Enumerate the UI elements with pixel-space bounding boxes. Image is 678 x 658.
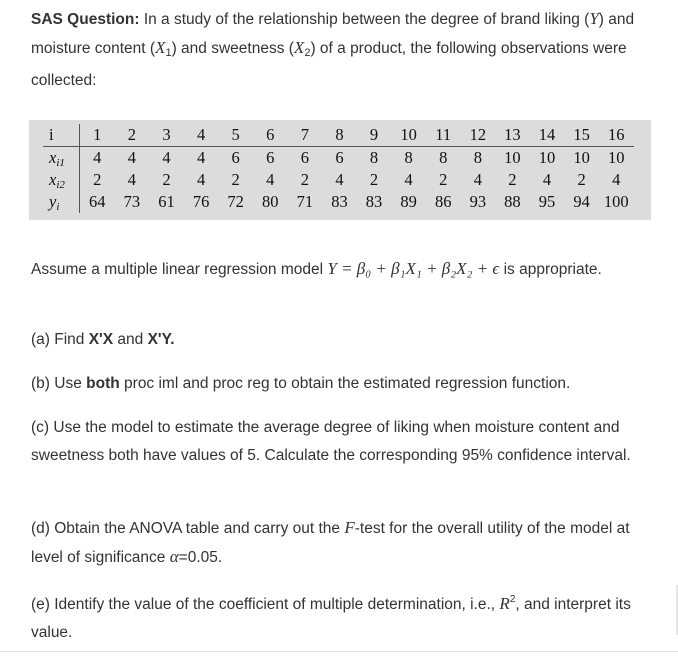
table-row-i bbox=[43, 124, 634, 147]
cell-x2-5: 2 bbox=[231, 170, 240, 189]
cell-x2-6: 4 bbox=[266, 170, 275, 189]
table-row-x1 bbox=[43, 147, 634, 170]
part-b bbox=[31, 370, 658, 398]
observations-table bbox=[43, 124, 634, 213]
cell-x2-15: 2 bbox=[577, 170, 586, 189]
intro-text-2: ) and moisture content ( bbox=[31, 11, 635, 57]
cell-x2-3: 2 bbox=[162, 170, 171, 189]
cell-x1-7: 6 bbox=[300, 148, 309, 167]
cell-i-1: 1 bbox=[80, 124, 115, 147]
cell-x1-5: 6 bbox=[231, 148, 240, 167]
cell-y-3: 61 bbox=[158, 192, 175, 211]
cell-x1-11: 8 bbox=[439, 148, 448, 167]
cell-y-11: 86 bbox=[434, 192, 452, 211]
part-d bbox=[31, 514, 658, 572]
part-c-text: (c) Use the model to estimate the average degree of liking when moisture content and sweetness both have values of 5. Calculate the corresponding 95% confidence interval. bbox=[31, 419, 631, 464]
cell-x2-10: 4 bbox=[404, 170, 413, 189]
cell-i-13: 13 bbox=[495, 124, 530, 147]
cell-y-8: 83 bbox=[331, 192, 348, 211]
cell-y-4: 76 bbox=[192, 192, 210, 211]
cell-x2-14: 4 bbox=[542, 170, 552, 189]
cell-x2-9: 2 bbox=[369, 170, 379, 189]
cell-x1-16: 10 bbox=[607, 148, 625, 167]
model-statement bbox=[31, 255, 658, 284]
cell-x2-11: 2 bbox=[439, 170, 448, 189]
part-d-text-3: =0.05. bbox=[178, 549, 223, 566]
cell-x2-8: 4 bbox=[335, 170, 344, 189]
cell-x2-2: 4 bbox=[127, 170, 137, 189]
part-a-and: and bbox=[117, 331, 144, 348]
cell-x1-14: 10 bbox=[538, 148, 556, 167]
part-e-r: R bbox=[499, 594, 510, 613]
cell-x1-8: 6 bbox=[335, 148, 344, 167]
table-row-y bbox=[43, 191, 634, 213]
cell-x1-12: 8 bbox=[473, 148, 482, 167]
divider bbox=[0, 651, 678, 652]
part-e bbox=[31, 586, 658, 647]
cell-y-6: 80 bbox=[262, 192, 279, 211]
row-label-x1: xi1 bbox=[43, 147, 80, 170]
cell-y-9: 83 bbox=[365, 192, 383, 211]
part-e-sup: 2 bbox=[509, 594, 516, 605]
model-text-2: is appropriate. bbox=[503, 261, 602, 278]
part-d-text-1: (d) Obtain the ANOVA table and carry out the bbox=[31, 520, 341, 537]
part-a-text: (a) Find bbox=[31, 331, 85, 348]
symbol-x2-sub: 2 bbox=[304, 47, 311, 59]
cell-x1-4: 4 bbox=[196, 148, 206, 167]
cell-y-16: 100 bbox=[603, 192, 629, 211]
problem-intro bbox=[31, 5, 658, 95]
part-a-xy: X'Y. bbox=[147, 331, 175, 348]
cell-x2-7: 2 bbox=[300, 170, 309, 189]
intro-text-1: In a study of the relationship between the degree of brand liking ( bbox=[143, 11, 590, 28]
part-e-text-2: , and interpret its value. bbox=[31, 596, 631, 641]
cell-i-10: 10 bbox=[391, 124, 426, 147]
cell-i-8: 8 bbox=[322, 124, 357, 147]
part-d-alpha: α bbox=[169, 547, 179, 566]
part-b-text-2: proc iml and proc reg to obtain the estimated regression function. bbox=[124, 375, 571, 392]
symbol-x2: X bbox=[293, 38, 305, 57]
cell-i-12: 12 bbox=[461, 124, 496, 147]
cell-x2-16: 4 bbox=[612, 170, 621, 189]
symbol-x1: X bbox=[155, 38, 166, 57]
part-a-xx: X'X bbox=[88, 331, 114, 348]
part-b-both: both bbox=[86, 375, 120, 392]
model-text-1: Assume a multiple linear regression model bbox=[31, 261, 324, 278]
part-c bbox=[31, 414, 658, 470]
cell-i-7: 7 bbox=[288, 124, 323, 147]
cell-x2-4: 4 bbox=[196, 170, 206, 189]
cell-y-13: 88 bbox=[504, 192, 521, 211]
part-e-text-1: (e) Identify the value of the coefficient of multiple determination, i.e., bbox=[31, 596, 496, 613]
cell-x2-1: 2 bbox=[93, 170, 102, 189]
cell-i-11: 11 bbox=[426, 124, 461, 147]
cell-y-15: 94 bbox=[573, 192, 590, 211]
data-table-panel bbox=[29, 120, 651, 220]
cell-x1-2: 4 bbox=[127, 148, 137, 167]
cell-i-14: 14 bbox=[530, 124, 565, 147]
cell-y-14: 95 bbox=[538, 192, 556, 211]
cell-y-10: 89 bbox=[400, 192, 417, 211]
cell-i-16: 16 bbox=[599, 124, 634, 147]
part-b-text-1: (b) Use bbox=[31, 375, 82, 392]
cell-i-3: 3 bbox=[149, 124, 184, 147]
part-d-f: F bbox=[344, 518, 355, 537]
cell-y-5: 72 bbox=[227, 192, 244, 211]
symbol-y: Y bbox=[589, 9, 599, 28]
cell-x1-6: 6 bbox=[266, 148, 275, 167]
cell-y-2: 73 bbox=[123, 192, 141, 211]
part-d-text-2: -test for the overall utility of the model at level of significance bbox=[31, 520, 630, 566]
cell-x2-12: 4 bbox=[473, 170, 482, 189]
question-label: SAS Question: bbox=[31, 11, 140, 28]
cell-i-5: 5 bbox=[218, 124, 253, 147]
cell-y-1: 64 bbox=[89, 192, 106, 211]
cell-x1-10: 8 bbox=[404, 148, 413, 167]
cell-x1-9: 8 bbox=[369, 148, 379, 167]
row-label-x2: xi2 bbox=[43, 169, 80, 191]
cell-i-2: 2 bbox=[115, 124, 150, 147]
symbol-x1-sub: 1 bbox=[165, 47, 172, 59]
model-equation: Y = β₀ + β₁X₁ + β₂X₂ + ϵ bbox=[327, 259, 500, 278]
intro-text-3: ) and sweetness ( bbox=[171, 40, 294, 57]
cell-x1-1: 4 bbox=[93, 148, 102, 167]
cell-y-12: 93 bbox=[469, 192, 487, 211]
cell-i-6: 6 bbox=[253, 124, 288, 147]
part-a bbox=[31, 326, 658, 354]
cell-i-4: 4 bbox=[184, 124, 219, 147]
cell-x1-15: 10 bbox=[573, 148, 590, 167]
intro-text-4: ) of a product, the following observations were collected: bbox=[31, 40, 627, 89]
table-row-x2 bbox=[43, 169, 634, 191]
row-label-y: yi bbox=[43, 191, 80, 213]
cell-x1-13: 10 bbox=[504, 148, 521, 167]
row-label-i: i bbox=[43, 124, 80, 147]
cell-x2-13: 2 bbox=[508, 170, 517, 189]
cell-y-7: 71 bbox=[296, 192, 314, 211]
cell-i-9: 9 bbox=[357, 124, 392, 147]
cell-x1-3: 4 bbox=[162, 148, 171, 167]
cell-i-15: 15 bbox=[564, 124, 599, 147]
